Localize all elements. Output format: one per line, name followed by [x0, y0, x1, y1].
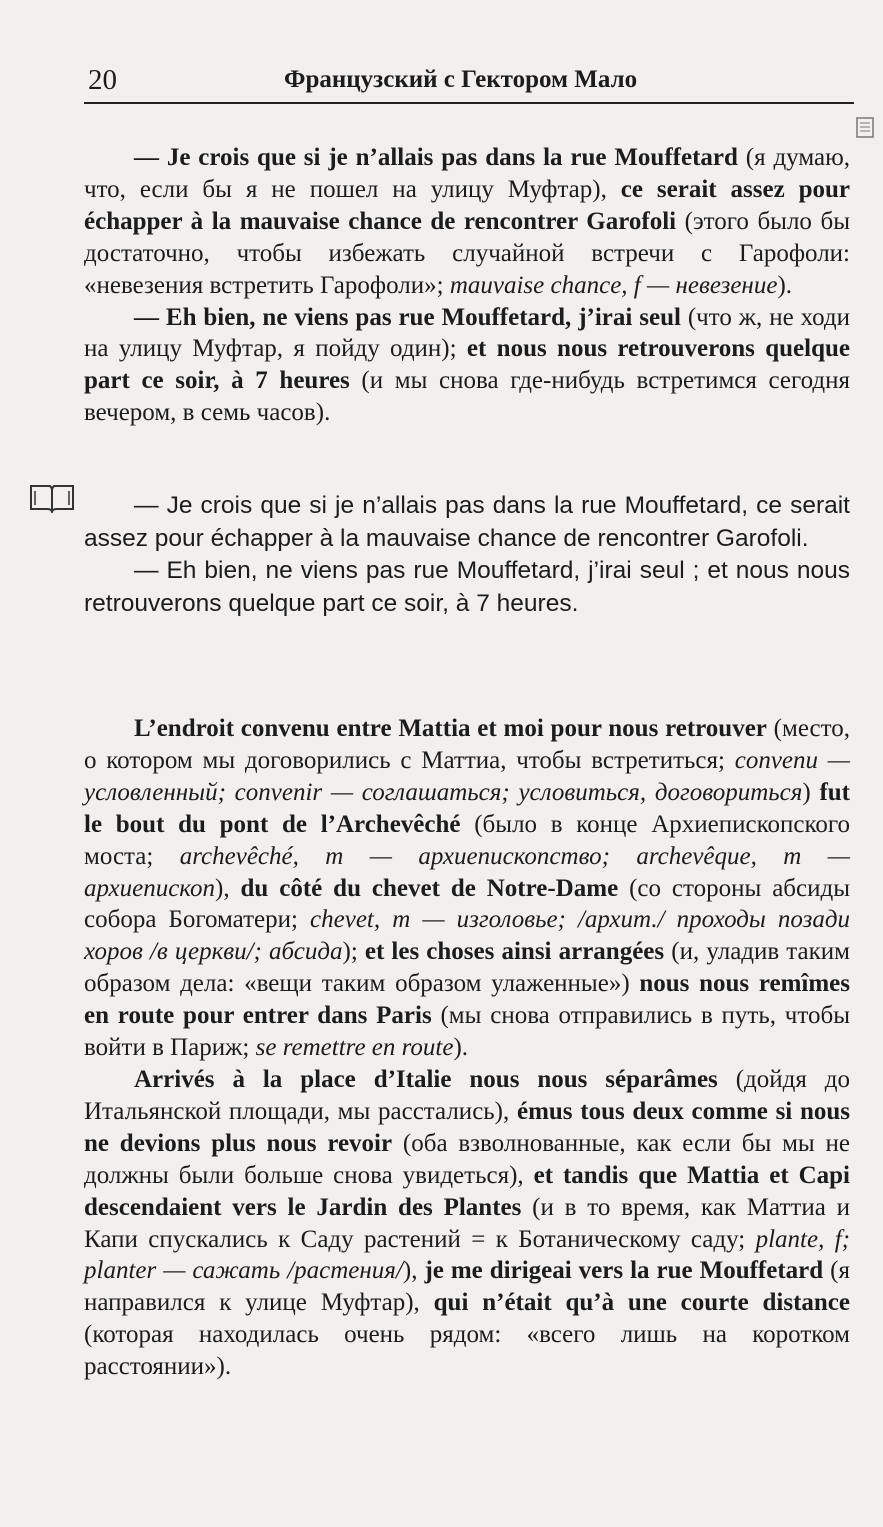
french-phrase: nous nous remîmes en route pour entrer dans Paris	[84, 970, 850, 1030]
bookmark-tab-icon	[855, 116, 877, 140]
russian-gloss: (и в то время, как Маттиа и Капи спускались к Саду растений = к Ботаническому саду;	[84, 1193, 850, 1253]
russian-gloss: (место, о котором мы договорились с Маттиа, чтобы встретиться;	[84, 715, 850, 774]
vocab-note: convenu — условленный; convenir — соглашаться; условиться, договориться	[84, 746, 850, 806]
paragraph	[84, 1064, 850, 1383]
paragraph	[84, 142, 850, 302]
vocab-note: plante, f; planter — сажать /растения/	[84, 1225, 850, 1285]
french-phrase: et tandis que Mattia et Capi descendaient vers le Jardin des Plantes	[84, 1161, 850, 1221]
russian-gloss: (я думаю, что, если бы я не пошел на улицу Муфтар),	[84, 144, 851, 203]
vocab-note: archevêché, m — архиепископство; archevêque, m — архиепископ	[84, 842, 850, 902]
punctuation: ),	[215, 874, 241, 902]
bilingual-block-2	[84, 713, 850, 1383]
french-phrase: émus tous deux comme si nous ne devions plus nous revoir	[84, 1097, 850, 1157]
russian-gloss: (которая находилась очень рядом: «всего лишь на коротком расстоянии»).	[84, 1321, 850, 1381]
french-phrase: et les choses ainsi arrangées	[364, 938, 665, 966]
french-original-block	[84, 490, 850, 621]
punctuation: ),	[402, 1257, 425, 1285]
french-phrase: fut le bout du pont de l’Archevêché	[84, 778, 850, 838]
french-phrase: qui n’était qu’à une courte distance	[433, 1289, 850, 1317]
bilingual-block-1	[84, 142, 850, 429]
running-header	[84, 62, 854, 104]
russian-gloss: (и, уладив таким образом дела: «вещи таким образом улаженные»)	[84, 938, 850, 998]
paragraph	[84, 713, 850, 1064]
punctuation: ).	[453, 1034, 469, 1062]
punctuation: );	[342, 938, 365, 966]
french-phrase: — Je crois que si je n’allais pas dans la rue Mouffetard	[134, 144, 738, 171]
russian-gloss: (мы снова отправились в путь, чтобы войти в Париж;	[84, 1002, 850, 1062]
french-phrase: ce serait assez pour échapper à la mauvaise chance de rencontrer Garofoli	[84, 175, 850, 235]
paragraph	[84, 302, 850, 430]
russian-gloss: (оба взволнованные, как если бы мы не должны были больше снова увидеться),	[84, 1129, 850, 1189]
french-phrase: — Eh bien, ne viens pas rue Mouffetard, j’irai seul	[134, 303, 681, 331]
french-phrase: je me dirigeai vers la rue Mouffetard	[424, 1257, 824, 1285]
russian-gloss: (со стороны абсиды собора Богоматери;	[84, 874, 851, 934]
book-icon	[28, 482, 76, 514]
russian-gloss: (дойдя до Итальянской площади, мы расстались),	[84, 1065, 850, 1125]
french-phrase: L’endroit convenu entre Mattia et moi pour nous retrouver	[134, 715, 767, 742]
punctuation: )	[802, 778, 820, 806]
page-number: 20	[88, 64, 117, 96]
russian-gloss: (было в конце Архиепископского моста;	[84, 810, 850, 870]
russian-gloss: (и мы снова где-нибудь встретимся сегодня вечером, в семь часов).	[84, 367, 850, 427]
punctuation: ).	[777, 271, 793, 299]
russian-gloss: (что ж, не ходи на улицу Муфтар, я пойду один);	[84, 303, 851, 363]
vocab-note: mauvaise chance, f — невезение	[449, 271, 778, 299]
paragraph: — Je crois que si je n’allais pas dans la rue Mouffetard, ce serait assez pour échapper à la mauvaise chance de rencontrer Garofoli.	[84, 492, 850, 552]
paragraph: — Eh bien, ne viens pas rue Mouffetard, j’irai seul ; et nous nous retrouverons quelque part ce soir, à 7 heures.	[84, 557, 850, 618]
french-phrase: et nous nous retrouverons quelque part ce soir, à 7 heures	[84, 335, 850, 395]
french-phrase: du côté du chevet de Notre-Dame	[240, 874, 619, 902]
french-phrase: Arrivés à la place d’Italie nous nous séparâmes	[134, 1065, 718, 1093]
running-title: Французский с Гектором Мало	[284, 66, 638, 93]
vocab-note: chevet, m — изголовье; /архит./ проходы позади хоров /в церкви/; абсида	[84, 906, 850, 966]
vocab-note: se remettre en route	[255, 1034, 454, 1062]
russian-gloss: (этого было бы достаточно, чтобы избежать случайной встречи с Гарофоли: «невезения встретить Гарофоли»;	[84, 207, 850, 299]
russian-gloss: (я направился к улице Муфтар),	[84, 1257, 850, 1317]
